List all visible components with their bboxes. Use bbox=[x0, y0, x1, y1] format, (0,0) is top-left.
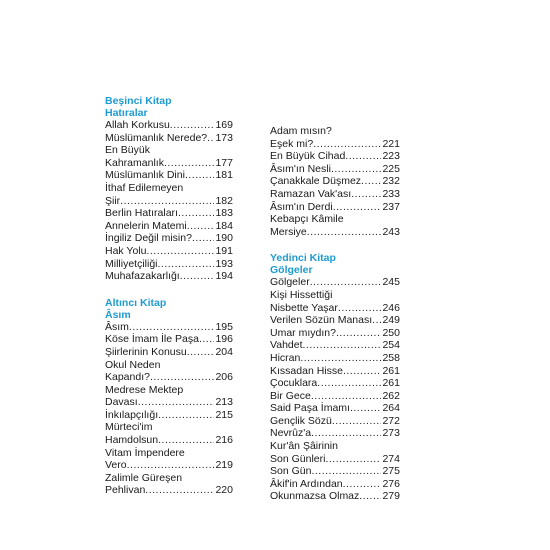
entry-title: Pehlivan bbox=[105, 484, 146, 497]
dot-leader bbox=[192, 232, 215, 245]
page-number: 275 bbox=[382, 465, 400, 478]
entry-title-line: İthaf Edilemeyen bbox=[105, 181, 184, 194]
page-number: 264 bbox=[382, 402, 400, 415]
entry-row bbox=[105, 270, 233, 283]
entry-title: Mersiye bbox=[270, 225, 307, 238]
entry-title: Verilen Sözün Manası bbox=[270, 314, 373, 327]
entry-title-line: Okul Neden bbox=[105, 358, 161, 371]
toc-entry[interactable] bbox=[270, 490, 400, 503]
dot-leader bbox=[343, 365, 382, 378]
dot-leader bbox=[138, 396, 215, 409]
dot-leader bbox=[333, 201, 382, 214]
toc-entry[interactable] bbox=[270, 402, 400, 415]
toc-entry[interactable] bbox=[270, 175, 400, 188]
toc-entry[interactable] bbox=[270, 150, 400, 163]
entry-title: Şiirlerinin Konusu bbox=[105, 345, 187, 358]
entry-title: Nevrûz'a bbox=[270, 427, 312, 440]
dot-leader bbox=[311, 390, 382, 403]
page-number: 237 bbox=[382, 200, 400, 213]
entry-title: Kapandı? bbox=[105, 371, 150, 384]
page-number: 246 bbox=[382, 301, 400, 314]
page-number: 249 bbox=[382, 314, 400, 327]
toc-entry[interactable] bbox=[270, 188, 400, 201]
entry-row bbox=[270, 163, 400, 176]
toc-entry[interactable] bbox=[270, 125, 400, 150]
dot-leader bbox=[146, 245, 214, 258]
toc-entry[interactable] bbox=[105, 359, 233, 384]
page-number: 273 bbox=[382, 427, 400, 440]
entry-title: Vahdet bbox=[270, 339, 303, 352]
entry-row bbox=[105, 321, 233, 334]
dot-leader bbox=[331, 163, 382, 176]
page-number: 213 bbox=[215, 396, 233, 409]
page-number: 221 bbox=[382, 137, 400, 150]
dot-leader bbox=[325, 453, 381, 466]
page-number: 276 bbox=[382, 477, 400, 490]
entry-row bbox=[105, 245, 233, 258]
page-number: 225 bbox=[382, 162, 400, 175]
entry-row bbox=[105, 169, 233, 182]
entry-title: Ramazan Vak'ası bbox=[270, 187, 352, 200]
dot-leader bbox=[345, 150, 381, 163]
entry-title: Köse İmam İle Paşa bbox=[105, 333, 199, 346]
book-title-heading: Âsım bbox=[105, 308, 131, 321]
page-number: 262 bbox=[382, 389, 400, 402]
entry-row bbox=[105, 371, 233, 384]
dot-leader bbox=[164, 157, 215, 170]
entry-title: Son Gün bbox=[270, 465, 312, 478]
entry-title: Umar mıydın? bbox=[270, 326, 336, 339]
entry-row bbox=[270, 201, 400, 214]
book-heading: Beşinci Kitap bbox=[105, 95, 172, 107]
entry-title: Kahramanlık bbox=[105, 156, 164, 169]
page-number: 184 bbox=[215, 219, 233, 232]
entry-row bbox=[270, 188, 400, 201]
entry-title-line: Mürteci'im bbox=[105, 421, 153, 434]
page-number: 232 bbox=[382, 175, 400, 188]
entry-row bbox=[270, 327, 400, 340]
entry-row bbox=[105, 207, 233, 220]
entry-row bbox=[105, 409, 233, 422]
entry-title: Okunmazsa Olmaz bbox=[270, 490, 360, 503]
entry-row bbox=[270, 402, 400, 415]
dot-leader bbox=[336, 327, 382, 340]
toc-entry[interactable] bbox=[105, 169, 233, 182]
entry-row bbox=[105, 220, 233, 233]
entry-title-line: Kebapçı Kâmile bbox=[270, 213, 344, 226]
entry-title-line: Vitam İmpendere bbox=[105, 446, 185, 459]
dot-leader bbox=[158, 409, 214, 422]
entry-title: Milliyetçiliği bbox=[105, 257, 158, 270]
dot-leader bbox=[332, 415, 382, 428]
entry-row bbox=[270, 490, 400, 503]
entry-row bbox=[105, 346, 233, 359]
page-number: 173 bbox=[215, 131, 233, 144]
toc-entry[interactable] bbox=[105, 472, 233, 497]
entry-row bbox=[270, 415, 400, 428]
entry-title: Âkif'in Ardından bbox=[270, 477, 343, 490]
toc-left-column bbox=[105, 95, 233, 497]
entry-row bbox=[270, 150, 400, 163]
page-number: 194 bbox=[215, 270, 233, 283]
dot-leader bbox=[310, 276, 382, 289]
toc-entry[interactable] bbox=[270, 427, 400, 440]
entry-row bbox=[105, 258, 233, 271]
book-title-heading: Gölgeler bbox=[270, 264, 313, 277]
entry-title: Bir Gece bbox=[270, 389, 311, 402]
toc-entry[interactable] bbox=[270, 390, 400, 403]
entry-title: Hak Yolu bbox=[105, 244, 147, 257]
page-number: 250 bbox=[382, 326, 400, 339]
page-number: 258 bbox=[382, 351, 400, 364]
entry-row bbox=[105, 484, 233, 497]
entry-title: Berlin Hatıraları bbox=[105, 207, 178, 220]
page-number: 216 bbox=[215, 434, 233, 447]
toc-entry[interactable] bbox=[105, 346, 233, 359]
page-number: 206 bbox=[215, 371, 233, 384]
entry-row bbox=[270, 453, 400, 466]
dot-leader bbox=[158, 258, 215, 271]
dot-leader bbox=[129, 321, 215, 334]
toc-entry[interactable] bbox=[270, 377, 400, 390]
page-number: 220 bbox=[215, 484, 233, 497]
entry-row bbox=[270, 175, 400, 188]
toc-entry[interactable] bbox=[105, 144, 233, 169]
entry-title: Âsım bbox=[105, 320, 129, 333]
toc-entry[interactable] bbox=[105, 182, 233, 207]
entry-title: Annelerin Matemi bbox=[105, 219, 187, 232]
entry-title-line: Kur'ân Şâirinin bbox=[270, 440, 338, 453]
dot-leader bbox=[170, 119, 215, 132]
toc-entry[interactable] bbox=[105, 384, 233, 409]
entry-title: Âsım'ın Derdi bbox=[270, 200, 333, 213]
entry-title: Gölgeler bbox=[270, 276, 310, 289]
entry-title: Gençlik Sözü bbox=[270, 414, 332, 427]
toc-entry[interactable] bbox=[270, 201, 400, 214]
entry-title: İnkılapçılığı bbox=[105, 408, 159, 421]
entry-title: Said Paşa İmamı bbox=[270, 402, 350, 415]
toc-entry[interactable] bbox=[270, 289, 400, 314]
entry-title: Allah Korkusu bbox=[105, 119, 170, 131]
page-number: 245 bbox=[382, 276, 400, 289]
page-number: 274 bbox=[382, 452, 400, 465]
toc-entry[interactable] bbox=[270, 465, 400, 478]
toc-entry[interactable] bbox=[105, 409, 233, 422]
entry-row bbox=[270, 377, 400, 390]
toc-entry[interactable] bbox=[270, 339, 400, 352]
toc-entry[interactable] bbox=[105, 447, 233, 472]
dot-leader bbox=[185, 169, 215, 182]
entry-title: Hicran bbox=[270, 351, 301, 364]
toc-entry[interactable] bbox=[270, 213, 400, 238]
page-number: 223 bbox=[382, 150, 400, 163]
entry-title: Son Günleri bbox=[270, 452, 326, 465]
entry-row bbox=[105, 396, 233, 409]
dot-leader bbox=[303, 339, 382, 352]
entry-title-line: Kişi Hissettiği bbox=[270, 288, 333, 301]
dot-leader bbox=[150, 371, 215, 384]
entry-title: Davası bbox=[105, 396, 138, 409]
toc-entry[interactable] bbox=[105, 321, 233, 334]
entry-title: En Büyük Cihad bbox=[270, 150, 346, 163]
page-number: 177 bbox=[215, 156, 233, 169]
entry-row bbox=[270, 465, 400, 478]
dot-leader bbox=[178, 207, 215, 220]
dot-leader bbox=[307, 226, 382, 239]
page-number: 196 bbox=[215, 333, 233, 346]
page-number: 190 bbox=[215, 232, 233, 245]
entry-title: Müslümanlık Nerede? bbox=[105, 131, 208, 144]
entry-title: Nisbette Yaşar bbox=[270, 301, 338, 314]
dot-leader bbox=[359, 490, 381, 503]
toc-entry[interactable] bbox=[105, 220, 233, 233]
page-number: 254 bbox=[382, 339, 400, 352]
page-number: 219 bbox=[215, 459, 233, 472]
entry-row bbox=[105, 119, 233, 132]
page-number: 193 bbox=[215, 257, 233, 270]
entry-title: Muhafazakarlığı bbox=[105, 270, 180, 283]
dot-leader bbox=[350, 402, 382, 415]
toc-entry[interactable] bbox=[270, 314, 400, 327]
toc-entry[interactable] bbox=[105, 421, 233, 446]
dot-leader bbox=[180, 270, 215, 283]
page-number: 215 bbox=[215, 408, 233, 421]
toc-entry[interactable] bbox=[105, 207, 233, 220]
page-number: 169 bbox=[215, 119, 233, 131]
entry-title: Çanakkale Düşmez bbox=[270, 175, 362, 188]
entry-title: Eşek mi? bbox=[270, 137, 314, 150]
entry-row bbox=[105, 195, 233, 208]
page-number: 183 bbox=[215, 207, 233, 220]
toc-entry[interactable] bbox=[270, 163, 400, 176]
toc-entry[interactable] bbox=[270, 415, 400, 428]
page-number: 191 bbox=[215, 244, 233, 257]
entry-row bbox=[270, 138, 400, 151]
dot-leader bbox=[311, 427, 381, 440]
toc-right-column bbox=[270, 125, 400, 503]
entry-row bbox=[105, 459, 233, 472]
entry-row bbox=[270, 276, 400, 289]
page-number: 279 bbox=[382, 490, 400, 503]
dot-leader bbox=[313, 138, 381, 151]
section-gap bbox=[270, 238, 400, 252]
entry-row bbox=[105, 157, 233, 170]
dot-leader bbox=[300, 352, 381, 365]
entry-row bbox=[105, 434, 233, 447]
book-heading: Yedinci Kitap bbox=[270, 252, 336, 265]
entry-row bbox=[270, 427, 400, 440]
entry-row bbox=[270, 226, 400, 239]
page-number: 272 bbox=[382, 414, 400, 427]
toc-entry[interactable] bbox=[105, 258, 233, 271]
entry-title-line: En Büyük bbox=[105, 144, 150, 157]
page-number: 261 bbox=[382, 377, 400, 390]
entry-title: Vero bbox=[105, 459, 127, 472]
dot-leader bbox=[187, 220, 215, 233]
entry-title-line: Zalimle Güreşen bbox=[105, 471, 183, 484]
toc-entry[interactable] bbox=[105, 245, 233, 258]
page-number: 181 bbox=[215, 169, 233, 182]
dot-leader bbox=[145, 484, 214, 497]
dot-leader bbox=[199, 333, 215, 346]
toc-entry[interactable] bbox=[270, 327, 400, 340]
toc-entry[interactable] bbox=[270, 440, 400, 465]
dot-leader bbox=[351, 188, 381, 201]
toc-entry[interactable] bbox=[270, 352, 400, 365]
entry-row bbox=[270, 302, 400, 315]
toc-entry[interactable] bbox=[270, 478, 400, 491]
dot-leader bbox=[361, 175, 381, 188]
toc-entry[interactable] bbox=[105, 232, 233, 245]
dot-leader bbox=[127, 459, 215, 472]
entry-title: Hamdolsun bbox=[105, 434, 159, 447]
dot-leader bbox=[120, 195, 214, 208]
entry-title-line: Adam mısın? bbox=[270, 125, 332, 137]
dot-leader bbox=[372, 314, 381, 327]
page-number: 204 bbox=[215, 345, 233, 358]
dot-leader bbox=[317, 377, 381, 390]
toc-entry[interactable] bbox=[105, 270, 233, 283]
page-number: 195 bbox=[215, 320, 233, 333]
entry-title: Âsım'ın Nesli bbox=[270, 162, 331, 175]
page-number: 261 bbox=[382, 364, 400, 377]
toc-entry[interactable] bbox=[105, 119, 233, 132]
entry-row bbox=[105, 232, 233, 245]
section-gap bbox=[105, 283, 233, 297]
dot-leader bbox=[338, 302, 382, 315]
entry-title: İngiliz Değil misin? bbox=[105, 232, 192, 245]
entry-row bbox=[270, 478, 400, 491]
dot-leader bbox=[187, 346, 215, 359]
entry-row bbox=[270, 352, 400, 365]
entry-row bbox=[270, 339, 400, 352]
dot-leader bbox=[158, 434, 214, 447]
entry-title: Kıssadan Hisse bbox=[270, 364, 343, 377]
entry-title: Müslümanlık Dini bbox=[105, 169, 185, 182]
book-title-heading: Hatıralar bbox=[105, 107, 148, 119]
book-heading: Altıncı Kitap bbox=[105, 296, 167, 309]
entry-row bbox=[105, 333, 233, 346]
dot-leader bbox=[343, 478, 382, 491]
entry-title: Çocuklara bbox=[270, 377, 318, 390]
entry-row bbox=[105, 132, 233, 145]
entry-row bbox=[270, 365, 400, 378]
page-number: 182 bbox=[215, 194, 233, 207]
entry-title: Şiir bbox=[105, 194, 121, 207]
toc-entry[interactable] bbox=[270, 276, 400, 289]
dot-leader bbox=[207, 132, 214, 145]
page-number: 233 bbox=[382, 187, 400, 200]
toc-entry[interactable] bbox=[270, 365, 400, 378]
page-number: 243 bbox=[382, 225, 400, 238]
toc-entry[interactable] bbox=[105, 333, 233, 346]
entry-row bbox=[270, 314, 400, 327]
dot-leader bbox=[311, 465, 381, 478]
entry-row bbox=[270, 390, 400, 403]
entry-title-line: Medrese Mektep bbox=[105, 383, 184, 396]
toc-entry[interactable] bbox=[105, 132, 233, 145]
